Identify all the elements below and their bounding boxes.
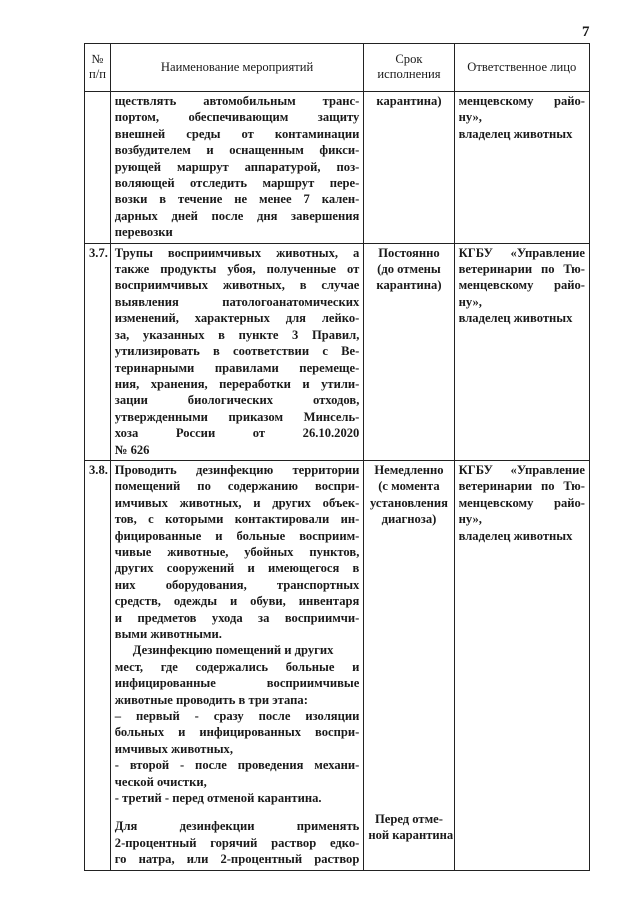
measure-term: Постоянно (до отмены карантина): [364, 243, 454, 460]
measure-responsible: КГБУ «Управление ветеринарии по Тю- менцевскому райо- ну», владелец животных: [454, 243, 589, 460]
table-row: [85, 460, 590, 870]
measure-term: Немедленно (с момента установления диагноза) Перед отме- ной карантина: [364, 460, 454, 870]
measure-term-before-lift: Перед отме-: [374, 811, 443, 826]
table-row: [85, 243, 590, 460]
table-header-row: [85, 44, 590, 92]
header-num: № п/п: [85, 44, 111, 92]
header-resp: Ответственное лицо: [454, 44, 589, 92]
measures-table: [84, 43, 590, 871]
row-number: 3.8.: [85, 460, 111, 870]
row-number: 3.7.: [85, 243, 111, 460]
page-number: 7: [582, 24, 590, 40]
table-row: [85, 92, 590, 244]
header-name: Наименование мероприятий: [110, 44, 364, 92]
measure-name: Трупы восприимчивых животных, а также продукты убоя, полученные от восприимчивых животных, в случае выявления патологоанатомических изменений, характерных для лейко- за, указанных в пункте 3 Правил, утилизировать в соответствии с Ве- теринарными правилами перемеще- ния, хранения, переработки и утили- зации биологических отходов, утвержденными приказом Минсель- хоза России от 26.10.2020 № 626: [110, 243, 364, 460]
row-number: [85, 92, 111, 244]
measure-name: Проводить дезинфекцию территории помещений по содержанию воспри- имчивых животных, и других объек- тов, с которыми контактировали ин- фицированные и больные восприим- чивые животные, убойных пунктов, других сооружений и имеющегося в них оборудования, транспортных средств, одежды и обуви, инвентаря и предметов ухода за восприимчи- выми животными. Дезинфекцию помещений и других мест, где содержались больные и инфицированные восприимчивые животные проводить в три этапа: – первый - сразу после изоляции больных и инфицированных воспри- имчивых животных, - второй - после проведения механи- ческой очистки, - третий - перед отменой карантина. Для дезинфекции применять 2-процентный горячий раствор едко- го натра, или 2-процентный раствор: [110, 460, 364, 870]
measure-name: ществлять автомобильным транс- портом, обеспечивающим защиту внешней среды от контаминации возбудителем и оснащенным фикси- рующей маршрут аппаратурой, поз- воляющей отследить маршрут пере- возки в течение не менее 7 кален- дарных дней после дня завершения перевозки: [110, 92, 364, 244]
measure-responsible: КГБУ «Управление ветеринарии по Тю- менцевскому райо- ну», владелец животных: [454, 460, 589, 870]
measure-responsible: менцевскому райо- ну», владелец животных: [454, 92, 589, 244]
header-term: Срок исполнения: [364, 44, 454, 92]
measure-term: карантина): [364, 92, 454, 244]
